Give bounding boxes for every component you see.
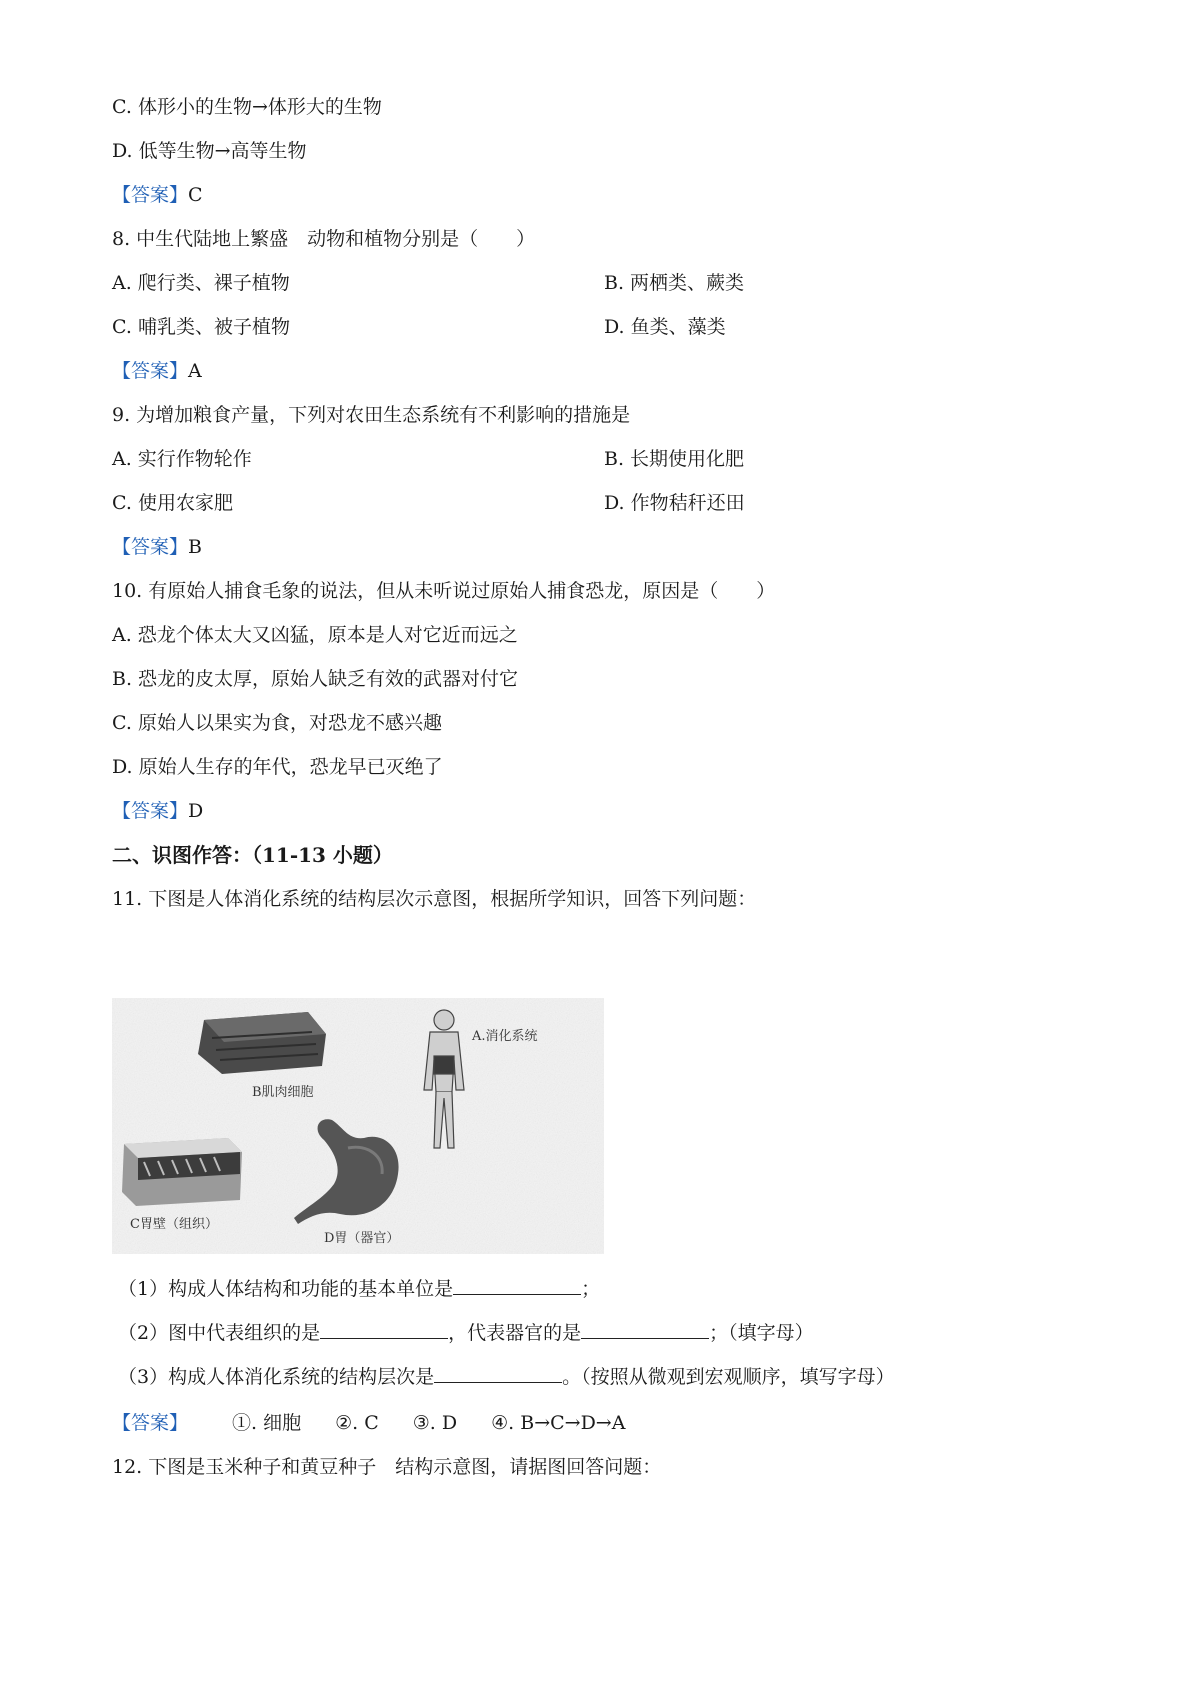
- answer-part-1: ①. 细胞: [232, 1412, 302, 1434]
- answer-label: 【答案】: [112, 360, 189, 382]
- q10-option-c: C. 原始人以果实为食，对恐龙不感兴趣: [112, 712, 442, 734]
- q8-answer: [112, 358, 202, 384]
- q11-answer: [112, 1410, 659, 1436]
- answer-blank[interactable]: [434, 1364, 562, 1383]
- q11-part-1: [118, 1276, 600, 1302]
- q11-stem: 11. 下图是人体消化系统的结构层次示意图，根据所学知识，回答下列问题：: [112, 888, 757, 910]
- q10-stem: 10. 有原始人捕食毛象的说法，但从未听说过原始人捕食恐龙，原因是（ ）: [112, 580, 776, 602]
- q9-answer: [112, 534, 202, 560]
- q9-stem: 9. 为增加粮食产量，下列对农田生态系统有不利影响的措施是: [112, 404, 631, 426]
- label-c: C胃壁（组织）: [130, 1217, 218, 1232]
- answer-part-4: ④. B→C→D→A: [491, 1412, 626, 1434]
- q9-option-c: C. 使用农家肥: [112, 492, 233, 514]
- q10-option-a: A. 恐龙个体太大又凶猛，原本是人对它近而远之: [112, 624, 518, 646]
- q11-part-2-mid: ，代表器官的是: [448, 1322, 582, 1344]
- q7-answer: [112, 182, 203, 208]
- q11-part-2: [118, 1320, 814, 1346]
- q11-part-2-text: （2）图中代表组织的是: [118, 1322, 321, 1344]
- q9-options-row2: [112, 490, 1112, 516]
- answer-value: C: [188, 184, 203, 206]
- q9-option-d: D. 作物秸秆还田: [604, 492, 745, 514]
- answer-blank[interactable]: [581, 1320, 709, 1339]
- answer-value: B: [188, 536, 202, 558]
- answer-blank[interactable]: [453, 1276, 581, 1295]
- q11-part-3-tail: 。（按照从微观到宏观顺序，填写字母）: [562, 1366, 895, 1388]
- q9-option-a: A. 实行作物轮作: [112, 448, 252, 470]
- stomach-wall-tissue-illustration: [122, 1138, 242, 1206]
- answer-label: 【答案】: [112, 800, 189, 822]
- answer-label: 【答案】: [112, 1412, 189, 1434]
- q10-option-d: D. 原始人生存的年代，恐龙早已灭绝了: [112, 756, 443, 778]
- label-d: D胃（器官）: [324, 1231, 400, 1246]
- q11-part-3: [118, 1364, 895, 1390]
- answer-part-2: ②. C: [335, 1412, 379, 1434]
- q11-part-1-text: （1）构成人体结构和功能的基本单位是: [118, 1278, 454, 1300]
- label-b: B肌肉细胞: [252, 1085, 314, 1100]
- q9-options-row1: [112, 446, 1112, 472]
- q9-option-b: B. 长期使用化肥: [604, 448, 745, 470]
- answer-label: 【答案】: [112, 184, 189, 206]
- q8-options-row1: [112, 270, 1112, 296]
- muscle-cell-illustration: [198, 1012, 326, 1074]
- q11-part-1-tail: ；: [581, 1278, 601, 1300]
- q8-option-a: A. 爬行类、裸子植物: [112, 272, 290, 294]
- q11-part-2-tail: ；（填字母）: [709, 1322, 814, 1344]
- answer-label: 【答案】: [112, 536, 189, 558]
- q8-stem: 8. 中生代陆地上繁盛 动物和植物分别是（ ）: [112, 228, 536, 250]
- section-title: 二、识图作答：（11-13 小题）: [112, 843, 393, 867]
- answer-part-3: ③. D: [412, 1412, 458, 1434]
- q7-option-c: C. 体形小的生物→体形大的生物: [112, 96, 382, 118]
- q10-answer: [112, 798, 203, 824]
- q7-option-d: D. 低等生物→高等生物: [112, 140, 307, 162]
- digestive-system-figure: [112, 998, 604, 1254]
- answer-blank[interactable]: [320, 1320, 448, 1339]
- answer-value: D: [188, 800, 204, 822]
- answer-value: A: [188, 360, 202, 382]
- q8-option-b: B. 两栖类、蕨类: [604, 272, 745, 294]
- q10-option-b: B. 恐龙的皮太厚，原始人缺乏有效的武器对付它: [112, 668, 519, 690]
- q12-stem: 12. 下图是玉米种子和黄豆种子 结构示意图，请据图回答问题：: [112, 1456, 662, 1478]
- label-a: A.消化系统: [472, 1029, 538, 1044]
- q8-option-c: C. 哺乳类、被子植物: [112, 316, 290, 338]
- q11-part-3-text: （3）构成人体消化系统的结构层次是: [118, 1366, 435, 1388]
- q8-options-row2: [112, 314, 1112, 340]
- q8-option-d: D. 鱼类、藻类: [604, 316, 726, 338]
